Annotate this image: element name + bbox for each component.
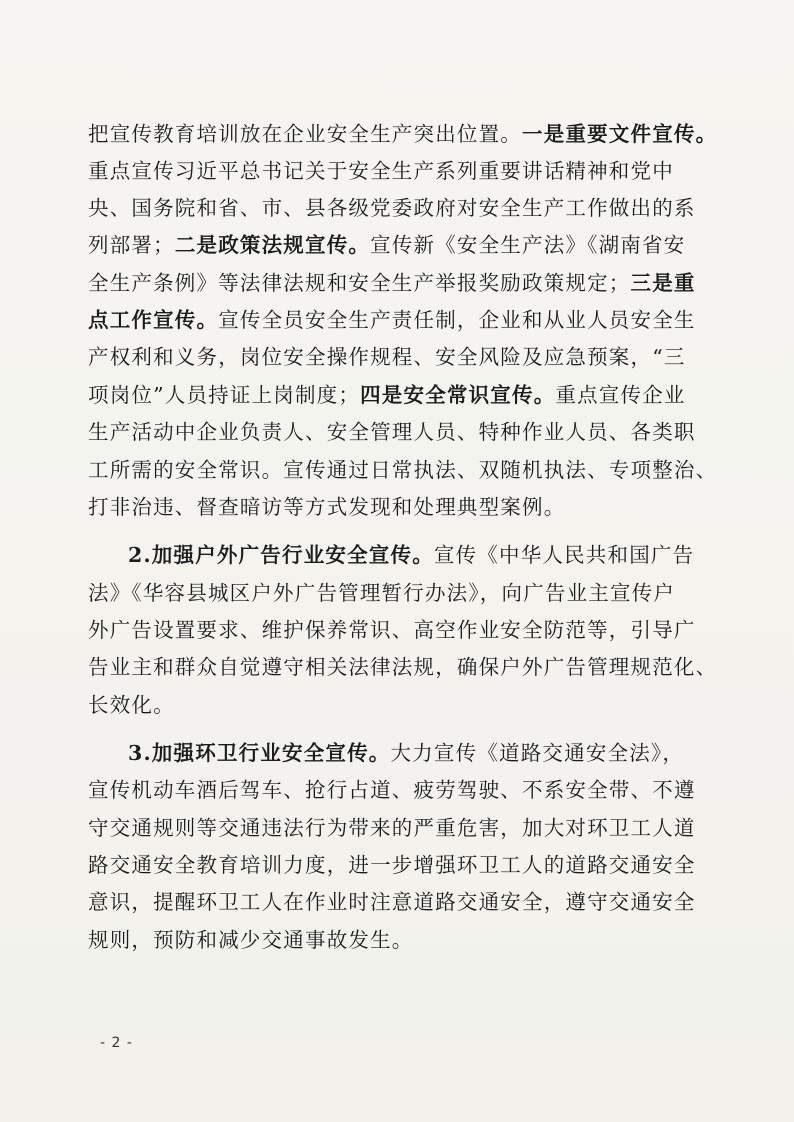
text-line xyxy=(88,452,717,488)
text-line xyxy=(88,265,696,301)
text-segment: 长效化。 xyxy=(88,693,175,717)
text-line xyxy=(88,922,414,958)
text-segment: 宣传机动车酒后驾车、抢行占道、疲劳驾驶、不系安全带、不遵 xyxy=(88,778,696,802)
bold-segment: 四是安全常识宣传。 xyxy=(360,383,556,407)
text-line xyxy=(88,884,696,920)
text-segment: 法》《华容县城区户外广告管理暂行办法》，向广告业主宣传户 xyxy=(88,581,676,605)
text-segment: 宣传全员安全生产责任制，企业和从业人员安全生 xyxy=(218,308,696,332)
text-line xyxy=(88,810,696,846)
text-segment: 路交通安全教育培训力度，进一步增强环卫工人的道路交通安全 xyxy=(88,853,696,877)
text-segment: 宣传新《安全生产法》《湖南省安 xyxy=(370,233,686,257)
page-number: - 2 - xyxy=(100,1035,133,1051)
text-segment: 大力宣传《道路交通安全法》， xyxy=(390,741,685,765)
text-segment: 打非治违、督查暗访等方式发现和处理典型案例。 xyxy=(88,495,566,519)
text-line xyxy=(88,772,696,808)
text-segment: 生产活动中企业负责人、安全管理人员、特种作业人员、各类职 xyxy=(88,420,696,444)
text-segment: 产权利和义务，岗位安全操作规程、安全风险及应急预案，“三 xyxy=(88,345,686,369)
text-line xyxy=(88,116,717,152)
text-line xyxy=(88,649,717,685)
text-segment: 守交通规则等交通违法行为带来的严重危害，加大对环卫工人道 xyxy=(88,816,696,840)
text-segment: 全生产条例》等法律法规和安全生产举报奖励政策规定； xyxy=(88,271,631,295)
text-segment: 外广告设置要求、维护保养常识、高空作业安全防范等，引导广 xyxy=(88,618,696,642)
bold-segment: 2.加强户外广告行业安全宣传。 xyxy=(128,543,434,567)
bold-segment: 点工作宣传。 xyxy=(88,308,219,332)
text-line xyxy=(88,687,175,723)
text-segment: 项岗位”人员持证上岗制度； xyxy=(88,383,361,407)
text-segment: 告业主和群众自觉遵守相关法律法规，确保户外广告管理规范化、 xyxy=(88,655,718,679)
text-line xyxy=(88,227,685,263)
text-segment: 央、国务院和省、市、县各级党委政府对安全生产工作做出的系 xyxy=(88,196,696,220)
text-line xyxy=(128,735,684,771)
bold-segment: 一是重要文件宣传。 xyxy=(522,122,718,146)
text-line xyxy=(88,190,696,226)
text-line xyxy=(88,575,675,611)
text-segment: 重点宣传习近平总书记关于安全生产系列重要讲话精神和党中 xyxy=(88,159,674,183)
text-line xyxy=(88,847,696,883)
text-segment: 宣传《中华人民共和国广告 xyxy=(433,543,695,567)
text-segment: 规则，预防和减少交通事故发生。 xyxy=(88,928,414,952)
bold-segment: 二是政策法规宣传。 xyxy=(174,233,371,257)
text-line xyxy=(128,537,694,573)
text-segment: 列部署； xyxy=(88,233,175,257)
text-line xyxy=(88,153,674,189)
text-line xyxy=(88,489,565,525)
bold-segment: 3.加强环卫行业安全宣传。 xyxy=(128,741,391,765)
text-segment: 工所需的安全常识。宣传通过日常执法、双随机执法、专项整治、 xyxy=(88,458,718,482)
text-line xyxy=(88,414,696,450)
text-segment: 把宣传教育培训放在企业安全生产突出位置。 xyxy=(88,122,522,146)
text-line xyxy=(88,302,696,338)
text-line xyxy=(88,339,686,375)
text-segment: 重点宣传企业 xyxy=(555,383,686,407)
bold-segment: 三是重 xyxy=(630,271,696,295)
text-line xyxy=(88,612,696,648)
text-line xyxy=(88,377,686,413)
text-segment: 意识，提醒环卫工人在作业时注意道路交通安全，遵守交通安全 xyxy=(88,890,696,914)
